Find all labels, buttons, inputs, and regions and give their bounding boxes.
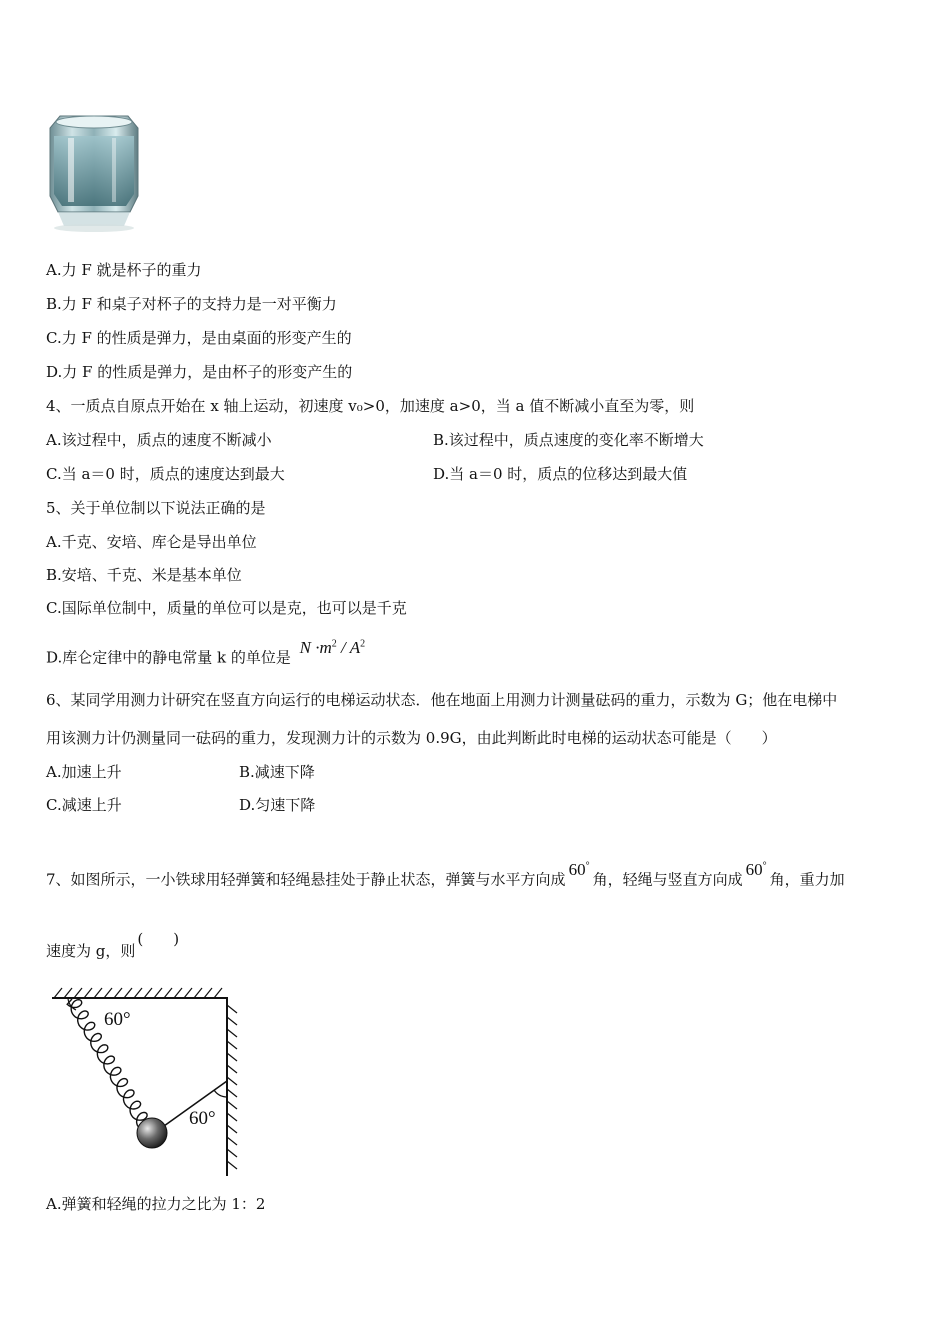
q7-angle1: 60°: [568, 859, 590, 879]
q4-option-c: C.当 a＝0 时，质点的速度达到最大: [46, 465, 285, 483]
q5-option-b: B.安培、千克、米是基本单位: [46, 566, 242, 584]
q7-angle1-value: 60: [568, 859, 586, 879]
wall-angle-label: 60°: [189, 1108, 216, 1129]
ceiling-angle-label: 60°: [104, 1009, 131, 1030]
q5-unit-m: ·m: [315, 637, 332, 657]
ceiling-hatch: [54, 988, 222, 998]
q5-option-d-text: D.库仑定律中的静电常量 k 的单位是: [46, 648, 291, 667]
q6-option-d: D.匀速下降: [239, 796, 316, 814]
q5-option-a: A.千克、安培、库仑是导出单位: [46, 533, 257, 551]
q3-option-b: B.力 F 和桌子对杯子的支持力是一对平衡力: [46, 295, 337, 313]
q4-option-b: B.该过程中，质点速度的变化率不断增大: [433, 431, 704, 449]
q7-stem-line1: [46, 859, 845, 890]
q5-unit-exp2: 2: [360, 638, 366, 649]
water-glass-image: [46, 108, 142, 232]
wall-angle-arc: [214, 1090, 227, 1097]
q7-spring-rope-diagram: [44, 983, 244, 1183]
q5-option-d: [46, 637, 366, 668]
q6-option-c: C.减速上升: [46, 796, 122, 814]
q6-option-b: B.减速下降: [239, 763, 315, 781]
q7-stem-part1: 7、如图所示，一小铁球用轻弹簧和轻绳悬挂处于静止状态，弹簧与水平方向成: [46, 870, 566, 889]
q4-stem: 4、一质点自原点开始在 x 轴上运动，初速度 v₀>0，加速度 a>0，当 a 值不断减小直至为零，则: [46, 397, 695, 415]
q3-option-c: C.力 F 的性质是弹力，是由桌面的形变产生的: [46, 329, 352, 347]
q5-unit-n: N: [299, 637, 312, 657]
q7-angle2: 60°: [745, 859, 767, 879]
q3-option-d: D.力 F 的性质是弹力，是由杯子的形变产生的: [46, 363, 353, 381]
q7-stem-part3: 角，重力加: [769, 870, 845, 889]
q3-option-a: A.力 F 就是杯子的重力: [46, 261, 202, 279]
q7-stem-line2-text: 速度为 g，则: [46, 942, 136, 960]
q6-stem-line2: 用该测力计仍测量同一砝码的重力，发现测力计的示数为 0.9G，由此判断此时电梯的运动状态可能是（ ）: [46, 729, 777, 747]
q4-option-a: A.该过程中，质点的速度不断减小: [46, 431, 272, 449]
iron-ball: [137, 1118, 167, 1148]
q5-stem: 5、关于单位制以下说法正确的是: [46, 499, 266, 517]
q6-stem-line1: 6、某同学用测力计研究在竖直方向运行的电梯运动状态．他在地面上用测力计测量砝码的重力，示数为 G；他在电梯中: [46, 691, 838, 709]
q7-stem-part2: 角，轻绳与竖直方向成: [592, 870, 743, 889]
q7-angle2-value: 60: [745, 859, 763, 879]
q7-answer-paren: ( ): [137, 930, 180, 948]
wall-hatch: [227, 1005, 237, 1169]
q5-unit-formula: [300, 638, 365, 657]
q7-option-a: A.弹簧和轻绳的拉力之比为 1：2: [46, 1195, 266, 1213]
q5-unit-a: / A: [341, 637, 361, 657]
q6-option-a: A.加速上升: [46, 763, 122, 781]
q5-unit-exp1: 2: [331, 638, 337, 649]
q5-option-c: C.国际单位制中，质量的单位可以是克，也可以是千克: [46, 599, 407, 617]
q4-option-d: D.当 a＝0 时，质点的位移达到最大值: [433, 465, 688, 483]
q7-stem-line2: [46, 930, 180, 961]
